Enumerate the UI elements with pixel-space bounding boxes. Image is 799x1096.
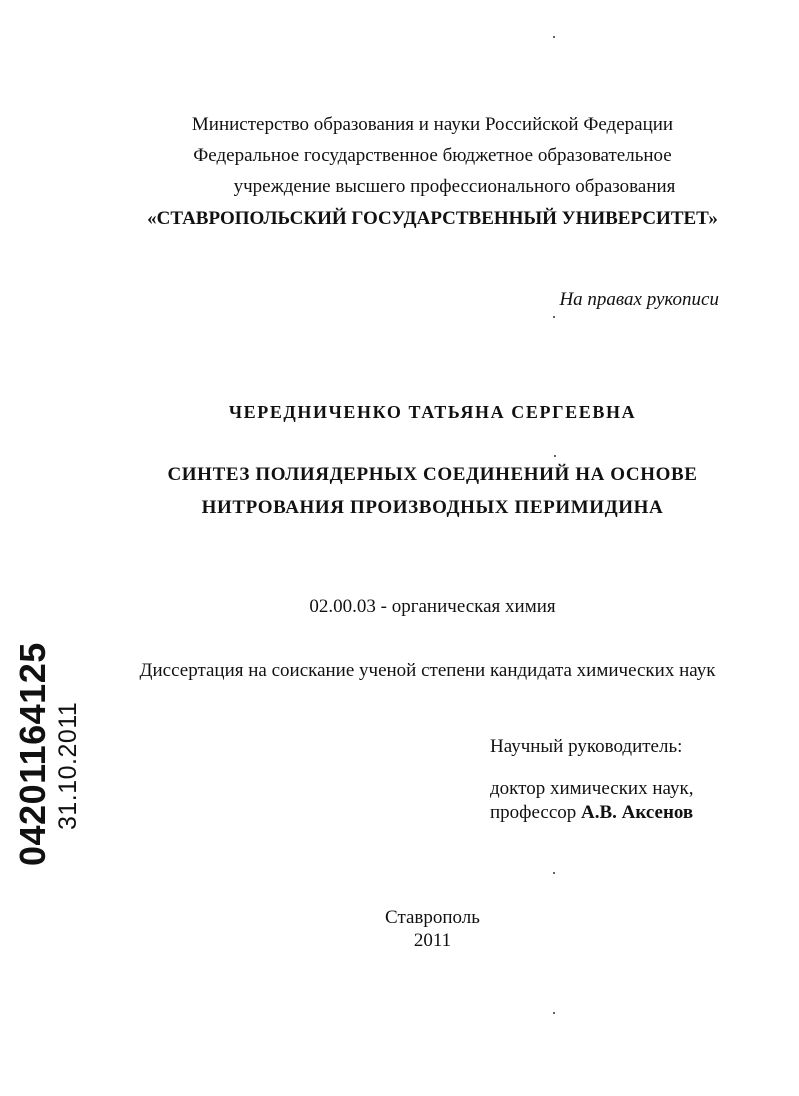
university-name: «СТАВРОПОЛЬСКИЙ ГОСУДАРСТВЕННЫЙ УНИВЕРСИТЕТ» (147, 208, 718, 229)
supervisor-label: Научный руководитель: (490, 736, 683, 757)
year: 2011 (413, 930, 452, 951)
institution-line-1: Федеральное государственное бюджетное образовательное (193, 145, 672, 166)
author-name: ЧЕРЕДНИЧЕНКО ТАТЬЯНА СЕРГЕЕВНА (228, 402, 637, 422)
institution-line-2: учреждение высшего профессионального образования (233, 176, 676, 197)
supervisor-name: А.В. Аксенов (581, 802, 694, 823)
supervisor-degree: доктор химических наук, (490, 778, 694, 799)
dissertation-title-line-2: НИТРОВАНИЯ ПРОИЗВОДНЫХ ПЕРИМИДИНА (201, 497, 664, 518)
library-stamp-date: 31.10.2011 (54, 701, 82, 830)
supervisor-position-line (490, 802, 693, 824)
scan-speck (554, 455, 556, 457)
library-stamp-number: 04201164125 (12, 642, 53, 866)
dissertation-title-line-1: СИНТЕЗ ПОЛИЯДЕРНЫХ СОЕДИНЕНИЙ НА ОСНОВЕ (167, 464, 698, 485)
scan-speck (553, 316, 555, 318)
manuscript-note: На правах рукописи (559, 289, 719, 310)
scan-speck (553, 872, 555, 874)
ministry-line: Министерство образования и науки Российской Федерации (191, 114, 674, 135)
scan-speck (553, 36, 555, 38)
scan-speck (553, 1012, 555, 1014)
specialty-code: 02.00.03 - органическая химия (309, 596, 556, 617)
city: Ставрополь (385, 907, 480, 928)
supervisor-position: профессор (490, 802, 577, 823)
dissertation-type: Диссертация на соискание ученой степени кандидата химических наук (139, 660, 716, 681)
